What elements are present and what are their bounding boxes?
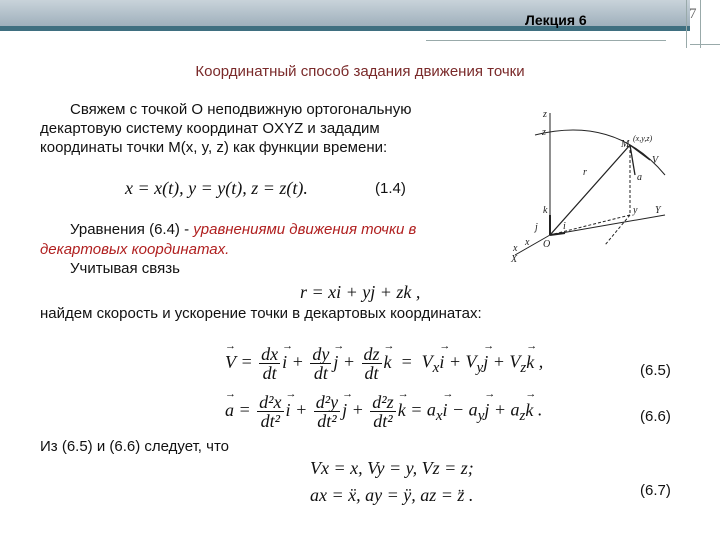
- decor-line: [426, 40, 666, 41]
- intro-line-3: координаты точки М(x, y, z) как функции времени:: [40, 139, 388, 156]
- decor-line: [686, 0, 687, 48]
- fig-label: k: [543, 205, 548, 216]
- decor-line: [690, 44, 720, 45]
- coordinate-figure: [505, 105, 680, 265]
- intro-line-1: Свяжем с точкой О неподвижную ортогональную: [70, 101, 412, 118]
- fig-label: z: [542, 127, 546, 138]
- slide-title: Координатный способ задания движения точки: [195, 63, 525, 80]
- fig-label: M: [621, 139, 630, 150]
- velocity-vector: [630, 145, 650, 160]
- equation-number-6-6: (6.6): [640, 408, 671, 425]
- fig-label: i: [563, 221, 566, 232]
- projection-line: [550, 215, 630, 235]
- follows-text: Из (6.5) и (6.6) следует, что: [40, 438, 229, 455]
- equation-6-7-line-2: ax = ẍ, ay = ÿ, az = z̈ .: [310, 485, 474, 505]
- equation-6-6: a → = $\frac{\text{d²x}}{\text{dt²}}$ i → + $\frac{\text{d²y}}{\text{dt²}}$ j → + $\frac{\text{d²z}}{\text{dt²}}$ k → = $a_xi$ → − $a_yj$ → + $a_zk$ → .: [225, 393, 542, 430]
- equation-6-7-line-1: Vx = x, Vy = y, Vz = z;: [310, 458, 474, 478]
- projection-line: [605, 215, 630, 245]
- equations-term: уравнениями движения точки в: [193, 221, 417, 238]
- equations-line: [70, 220, 416, 239]
- fig-label: V: [652, 155, 659, 166]
- find-velocity-text: найдем скорость и ускорение точки в декартовых координатах:: [40, 305, 482, 322]
- lecture-label: Лекция 6: [525, 12, 587, 28]
- equation-6-5: V → = $\frac{dx}{dt}$ i → + $\frac{dy}{dt}$ j → + $\frac{dz}{dt}$ k → = $V_xi$ → + $V_yj$ → + $V_zk$ → ,: [225, 345, 543, 382]
- equations-text: Уравнения (6.4) -: [70, 221, 190, 238]
- fig-label: z: [543, 109, 547, 120]
- fig-label: O: [543, 239, 551, 250]
- header-bar: [0, 0, 720, 30]
- equation-number-6-7: (6.7): [640, 482, 671, 499]
- intro-line-2: декартовую систему координат OXYZ и зададим: [40, 120, 380, 137]
- page-number: 7: [689, 6, 697, 22]
- fig-label: a: [637, 172, 642, 183]
- equation-number-6-5: (6.5): [640, 362, 671, 379]
- acceleration-vector: [630, 145, 635, 175]
- decor-line: [700, 0, 701, 48]
- equations-term-cont: декартовых координатах.: [40, 241, 230, 258]
- equation-1-4: x = x(t), y = y(t), z = z(t).: [125, 178, 308, 198]
- radius-vector: [550, 145, 630, 235]
- equation-number-1-4: (1.4): [375, 180, 406, 197]
- fig-label: r: [583, 167, 587, 178]
- fig-label: Y: [655, 205, 661, 216]
- fig-label: j: [535, 222, 538, 233]
- fig-label: x: [513, 243, 518, 254]
- fig-label: X: [511, 254, 518, 265]
- y-axis: [550, 215, 665, 235]
- fig-label: x: [525, 237, 530, 248]
- fig-label: y: [633, 205, 638, 216]
- considering-text: Учитывая связь: [70, 260, 180, 277]
- radius-vector-eq: r = xi + yj + zk ,: [300, 282, 421, 302]
- fig-label: (x,y,z): [633, 134, 653, 143]
